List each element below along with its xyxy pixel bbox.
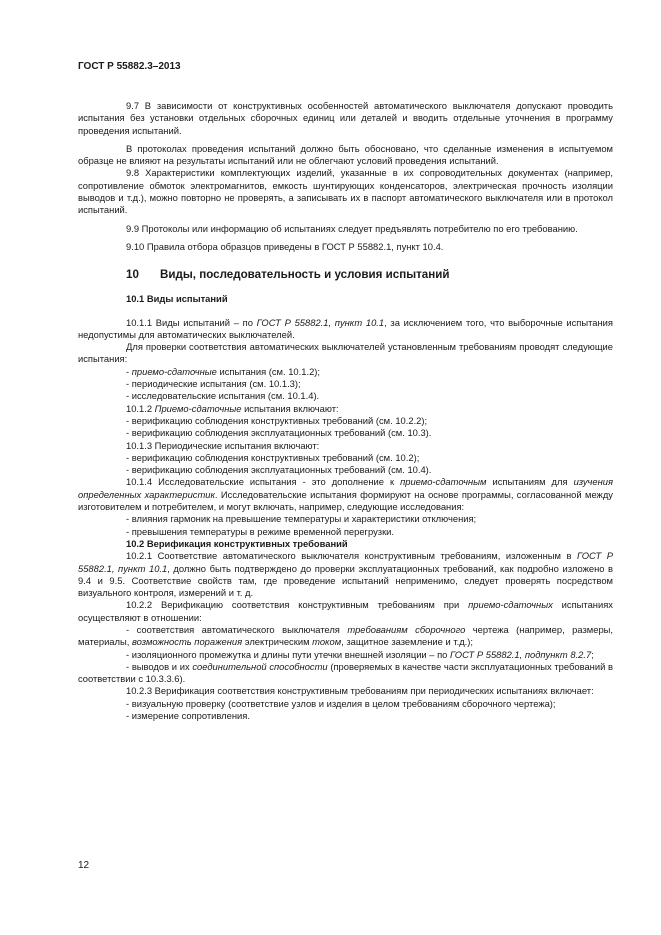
text-run: - влияния гармоник на превышение температуры и характеристики отключения; xyxy=(126,513,477,525)
paragraph xyxy=(78,452,613,464)
paragraph xyxy=(78,366,613,378)
italic-run: приемо-сдаточным xyxy=(400,476,487,488)
italic-run: возможность поражения xyxy=(131,636,243,648)
text-run: ; xyxy=(591,648,594,660)
text-run: - изоляционного промежутка и длины пути утечки внешней изоляции – по xyxy=(126,648,450,660)
text-run: 10.2 Верификация конструктивных требований xyxy=(126,537,348,549)
italic-run: требованиям сборочного xyxy=(347,623,466,635)
italic-run: приемо-сдаточных xyxy=(468,599,553,611)
paragraph xyxy=(78,599,613,624)
text-run: 10.2.2 Верификацию соответствия конструктивным требованиям при xyxy=(126,599,469,611)
section-number: 10 xyxy=(126,268,139,282)
paragraph xyxy=(78,378,613,390)
text-run: - периодические испытания (см. 10.1.3); xyxy=(126,378,301,390)
paragraph xyxy=(78,427,613,439)
text-run: - исследовательские испытания (см. 10.1.4). xyxy=(126,390,320,402)
paragraph xyxy=(78,698,613,710)
paragraph xyxy=(78,403,613,415)
text-run: , защитное заземление и т.д.); xyxy=(341,636,473,648)
paragraph xyxy=(78,317,613,342)
text-run: испытания включают: xyxy=(241,402,339,414)
text-run: , за исключением того, что выборочные испытания недопустимы для автоматических выключателей. xyxy=(78,316,613,340)
text-run: 10.1.3 Периодические испытания включают: xyxy=(126,439,320,451)
paragraph xyxy=(78,390,613,402)
section-heading xyxy=(126,538,613,550)
text-run: - верификацию соблюдения эксплуатационных требований (см. 10.3). xyxy=(126,427,432,439)
paragraph xyxy=(78,464,613,476)
text-run: Виды, последовательность и условия испытаний xyxy=(160,268,450,282)
text-run: 10.2.3 Верификация соответствия конструктивным требованиям при периодических испытаниях включает: xyxy=(126,685,594,697)
text-run: 10.1.2 xyxy=(126,402,155,414)
text-run: электрическим xyxy=(242,636,313,648)
text-run: Для проверки соответствия автоматических выключателей установленным требованиям проводят следующие испытания: xyxy=(78,341,613,365)
text-run: - превышения температуры в режиме временной перегрузки. xyxy=(126,525,395,537)
text-run: - визуальную проверку (соответствие узлов и изделия в целом требованиям сборочного чертежа); xyxy=(126,697,556,709)
text-run: (проверяемых в качестве части эксплуатационных требований в соответствии с 10.3.3.6). xyxy=(78,660,613,685)
section-heading xyxy=(126,293,613,305)
italic-run: ГОСТ Р 55882.1, пункт 10.1 xyxy=(256,316,385,328)
paragraph xyxy=(78,649,613,661)
text-run: испытаниях осуществляют в отношении: xyxy=(78,599,613,623)
italic-run: приемо-сдаточные xyxy=(131,365,217,377)
paragraph xyxy=(78,624,613,649)
italic-run: током xyxy=(312,636,342,648)
text-run: - верификацию соблюдения эксплуатационных требований (см. 10.4). xyxy=(126,464,432,476)
paragraph xyxy=(78,526,613,538)
paragraph xyxy=(78,223,613,235)
paragraph xyxy=(78,661,613,686)
paragraph xyxy=(78,550,613,599)
text-run: 9.7 В зависимости от конструктивных особенностей автоматического выключателя допускают проводить испытания без установки отдельных сборочных единиц или деталей и вводить отдельные уточнения в программу проведения испытаний. xyxy=(78,100,613,136)
paragraph xyxy=(78,513,613,525)
paragraph xyxy=(78,241,613,253)
italic-run: соединительной способности xyxy=(192,660,328,672)
text-run: испытания (см. 10.1.2); xyxy=(216,365,321,377)
italic-run: изучения определенных характеристик xyxy=(78,476,613,500)
paragraph xyxy=(78,167,613,216)
page-number: 12 xyxy=(78,860,90,871)
section-heading xyxy=(126,268,613,282)
italic-run: ГОСТ Р 55882.1, пункт 10.1 xyxy=(78,550,613,574)
page-content xyxy=(78,100,613,722)
text-run: 10.2.1 Соответствие автоматического выключателя конструктивным требованиям, изложенным в xyxy=(126,550,577,562)
paragraph xyxy=(78,100,613,137)
paragraph xyxy=(78,143,613,168)
text-run: - верификацию соблюдения конструктивных требований (см. 10.2); xyxy=(126,451,420,463)
paragraph xyxy=(78,341,613,366)
text-run: . Исследовательские испытания формируют на основе программы, согласованной между изготовителем и потребителем, и могут включать, например, следующие исследования: xyxy=(78,488,613,513)
paragraph xyxy=(78,710,613,722)
text-run: , должно быть подтверждено до проверки эксплуатационных требований, как подробно изложено в 9.4 и 9.5. Соответствие свойств там, где проведение испытаний неприменимо, следует проверять посредством визуального контроля, измерений и т. д. xyxy=(78,562,614,599)
paragraph xyxy=(78,415,613,427)
paragraph xyxy=(78,685,613,697)
paragraph xyxy=(78,476,613,513)
text-run: 10.1 Виды испытаний xyxy=(126,293,228,305)
text-run: - соответствия автоматического выключателя xyxy=(126,623,348,635)
text-run: 9.9 Протоколы или информацию об испытаниях следует предъявлять потребителю по его требованию. xyxy=(126,222,578,234)
text-run: чертежа (например, размеры, материалы, xyxy=(78,623,613,648)
italic-run: ГОСТ Р 55882.1, подпункт 8.2.7 xyxy=(450,648,592,660)
text-run: - xyxy=(126,365,132,377)
italic-run: Приемо-сдаточные xyxy=(154,402,242,414)
text-run: 9.8 Характеристики комплектующих изделий, указанные в их сопроводительных документах (например, сопротивление обмоток электромагнитов, емкость шунтирующих конденсаторов, электрическая прочность изоляции выводов и т.д.), можно повторно не проверять, а записывать их в паспорт автоматического выключателя или в протокол испытаний. xyxy=(78,167,613,216)
text-run: - верификацию соблюдения конструктивных требований (см. 10.2.2); xyxy=(126,414,428,426)
text-run: 9.10 Правила отбора образцов приведены в ГОСТ Р 55882.1, пункт 10.4. xyxy=(126,240,444,252)
text-run: 10.1.4 Исследовательские испытания - это дополнение к xyxy=(126,476,401,488)
text-run: В протоколах проведения испытаний должно быть обосновано, что сделанные изменения в испытуемом образце не влияют на результаты испытаний или не облегчают условий проведения испытаний. xyxy=(78,142,613,167)
text-run: - измерение сопротивления. xyxy=(126,710,250,722)
text-run: испытаниям для xyxy=(486,476,574,488)
text-run: - выводов и их xyxy=(126,660,193,672)
text-run: 10.1.1 Виды испытаний – по xyxy=(126,316,257,328)
paragraph xyxy=(78,440,613,452)
document-header: ГОСТ Р 55882.3–2013 xyxy=(78,61,181,72)
